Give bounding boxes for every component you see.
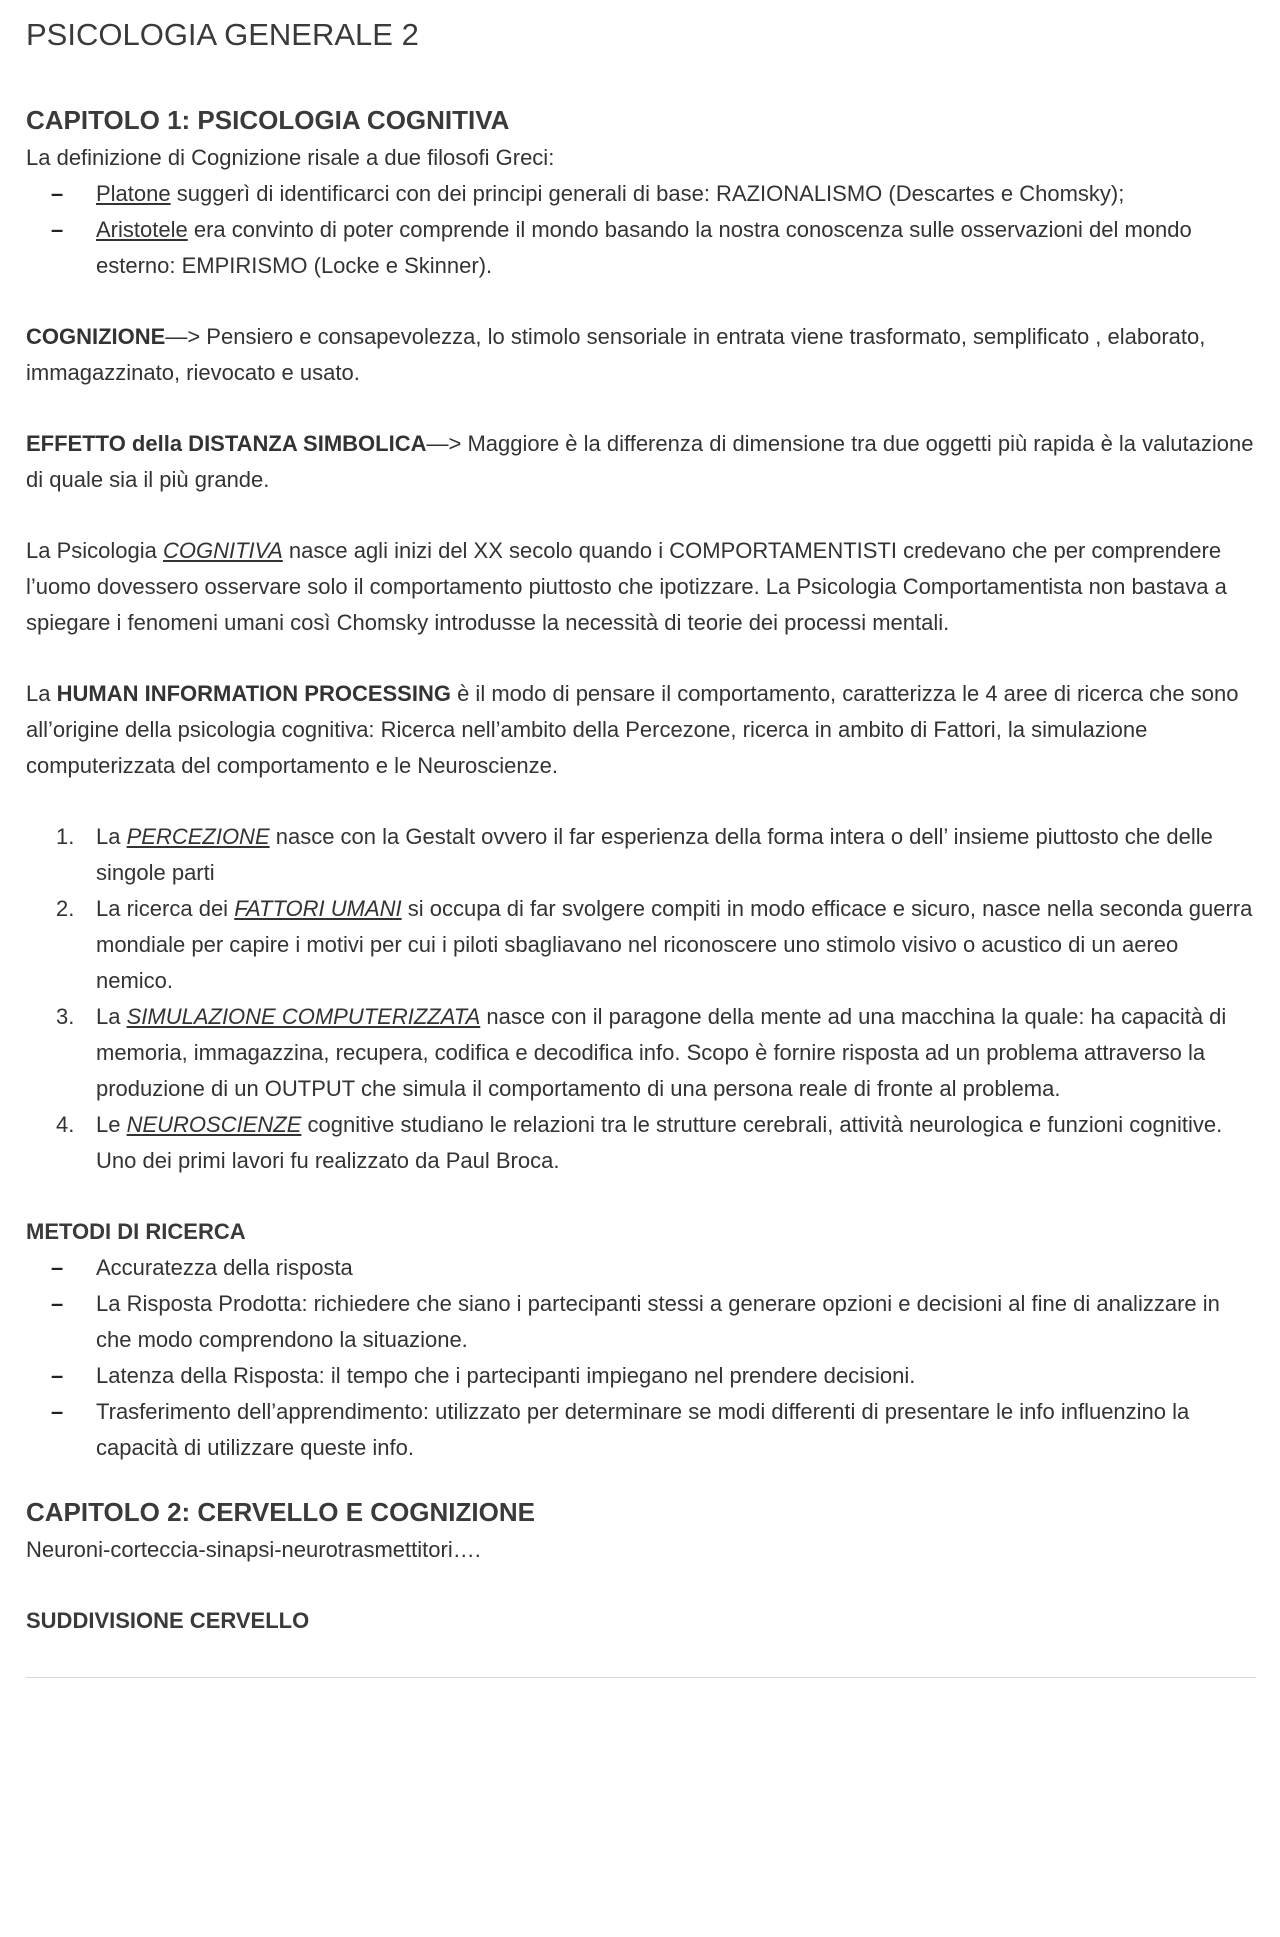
- philosopher-name: Aristotele: [96, 217, 188, 242]
- cognizione-text: —> Pensiero e consapevolezza, lo stimolo sensoriale in entrata viene trasformato, semplificato , elaborato, immagazzinato, rievocato e usato.: [26, 324, 1206, 385]
- dash-bullet: –: [51, 217, 64, 242]
- list-item: [26, 212, 1256, 284]
- item-text: Accuratezza della risposta: [96, 1255, 353, 1280]
- area-term: SIMULAZIONE COMPUTERIZZATA: [126, 1004, 481, 1029]
- list-item: [26, 1358, 1256, 1394]
- list-number: 1.: [56, 824, 75, 849]
- list-number: 4.: [56, 1112, 75, 1137]
- metodi-heading: METODI DI RICERCA: [26, 1219, 246, 1244]
- document-title: PSICOLOGIA GENERALE 2: [26, 17, 419, 52]
- item-text: nasce con la Gestalt ovvero il far esperienza della forma intera o dell’ insieme piuttosto che delle singole parti: [96, 824, 1213, 885]
- cognizione-paragraph: [26, 319, 1256, 391]
- area-term: FATTORI UMANI: [234, 896, 402, 921]
- list-item: [26, 999, 1256, 1107]
- cognizione-term: COGNIZIONE: [26, 324, 166, 349]
- dash-bullet: –: [51, 1363, 64, 1388]
- chapter-1-intro: La definizione di Cognizione risale a due filosofi Greci:: [26, 145, 555, 170]
- list-item: [26, 891, 1256, 999]
- item-text: cognitive studiano le relazioni tra le strutture cerebrali, attività neurologica e funzioni cognitive. Uno dei primi lavori fu realizzato da Paul Broca.: [96, 1112, 1223, 1173]
- suddivisione-heading: SUDDIVISIONE CERVELLO: [26, 1608, 310, 1633]
- item-text: Latenza della Risposta: il tempo che i partecipanti impiegano nel prendere decisioni.: [96, 1363, 916, 1388]
- list-item: [26, 819, 1256, 891]
- metodi-list: [26, 1250, 1256, 1466]
- item-text: nasce con il paragone della mente ad una macchina la quale: ha capacità di memoria, immagazzina, recupera, codifica e decodifica info. Scopo è fornire risposta ad un problema attraverso la produzione di un OUTPUT che simula il comportamento di una persona reale di fronte al problema.: [96, 1004, 1227, 1101]
- chapter-2-heading: CAPITOLO 2: CERVELLO E COGNIZIONE: [26, 1497, 535, 1527]
- chapter-2-intro: Neuroni-corteccia-sinapsi-neurotrasmettitori….: [26, 1537, 481, 1562]
- hip-term: HUMAN INFORMATION PROCESSING: [56, 681, 451, 706]
- item-text: La: [96, 1004, 127, 1029]
- paragraph-text: nasce agli inizi del XX secolo quando i COMPORTAMENTISTI credevano che per comprendere l’uomo dovessero osservare solo il comportamento piuttosto che ipotizzare. La Psicologia Comportamentista non bastava a spiegare i fenomeni umani così Chomsky introdusse la necessità di teorie dei processi mentali.: [26, 538, 1227, 635]
- item-text: Trasferimento dell’apprendimento: utilizzato per determinare se modi differenti di presentare le info influenzino la capacità di utilizzare queste info.: [96, 1399, 1190, 1460]
- dash-bullet: –: [51, 1399, 64, 1424]
- psicologia-cognitiva-paragraph: [26, 533, 1256, 641]
- dash-bullet: –: [51, 1255, 64, 1280]
- effetto-text: —> Maggiore è la differenza di dimensione tra due oggetti più rapida è la valutazione di quale sia il più grande.: [26, 431, 1254, 492]
- philosopher-text: suggerì di identificarci con dei principi generali di base: RAZIONALISMO (Descartes e Chomsky);: [170, 181, 1125, 206]
- item-text: La: [96, 824, 127, 849]
- chapter-1-heading: CAPITOLO 1: PSICOLOGIA COGNITIVA: [26, 105, 510, 135]
- list-number: 2.: [56, 896, 75, 921]
- item-text: La ricerca dei: [96, 896, 235, 921]
- list-item: [26, 1286, 1256, 1358]
- paragraph-text: La: [26, 681, 57, 706]
- item-text: si occupa di far svolgere compiti in modo efficace e sicuro, nasce nella seconda guerra mondiale per capire i motivi per cui i piloti sbagliavano nel riconoscere uno stimolo visivo o acustico di un aereo nemico.: [96, 896, 1253, 993]
- item-text: La Risposta Prodotta: richiedere che siano i partecipanti stessi a generare opzioni e decisioni al fine di analizzare in che modo comprendono la situazione.: [96, 1291, 1220, 1352]
- item-text: Le: [96, 1112, 127, 1137]
- area-term: PERCEZIONE: [126, 824, 270, 849]
- dash-bullet: –: [51, 181, 64, 206]
- list-item: [26, 176, 1256, 212]
- paragraph-text: La Psicologia: [26, 538, 163, 563]
- list-item: [26, 1394, 1256, 1466]
- list-item: [26, 1107, 1256, 1179]
- philosopher-name: Platone: [96, 181, 171, 206]
- list-number: 3.: [56, 1004, 75, 1029]
- dash-bullet: –: [51, 1291, 64, 1316]
- philosopher-text: era convinto di poter comprende il mondo basando la nostra conoscenza sulle osservazioni del mondo esterno: EMPIRISMO (Locke e Skinner).: [96, 217, 1192, 278]
- research-areas-list: [26, 819, 1256, 1179]
- effetto-term: EFFETTO della DISTANZA SIMBOLICA: [26, 431, 427, 456]
- cognitiva-term: COGNITIVA: [162, 538, 283, 563]
- page-divider: [26, 1677, 1256, 1678]
- paragraph-text: è il modo di pensare il comportamento, caratterizza le 4 aree di ricerca che sono all’origine della psicologia cognitiva: Ricerca nell’ambito della Percezone, ricerca in ambito di Fattori, la simulazione computerizzata del comportamento e le Neuroscienze.: [26, 681, 1239, 778]
- list-item: [26, 1250, 1256, 1286]
- effetto-paragraph: [26, 426, 1256, 498]
- hip-paragraph: [26, 676, 1256, 784]
- area-term: NEUROSCIENZE: [126, 1112, 302, 1137]
- philosophers-list: [26, 176, 1256, 284]
